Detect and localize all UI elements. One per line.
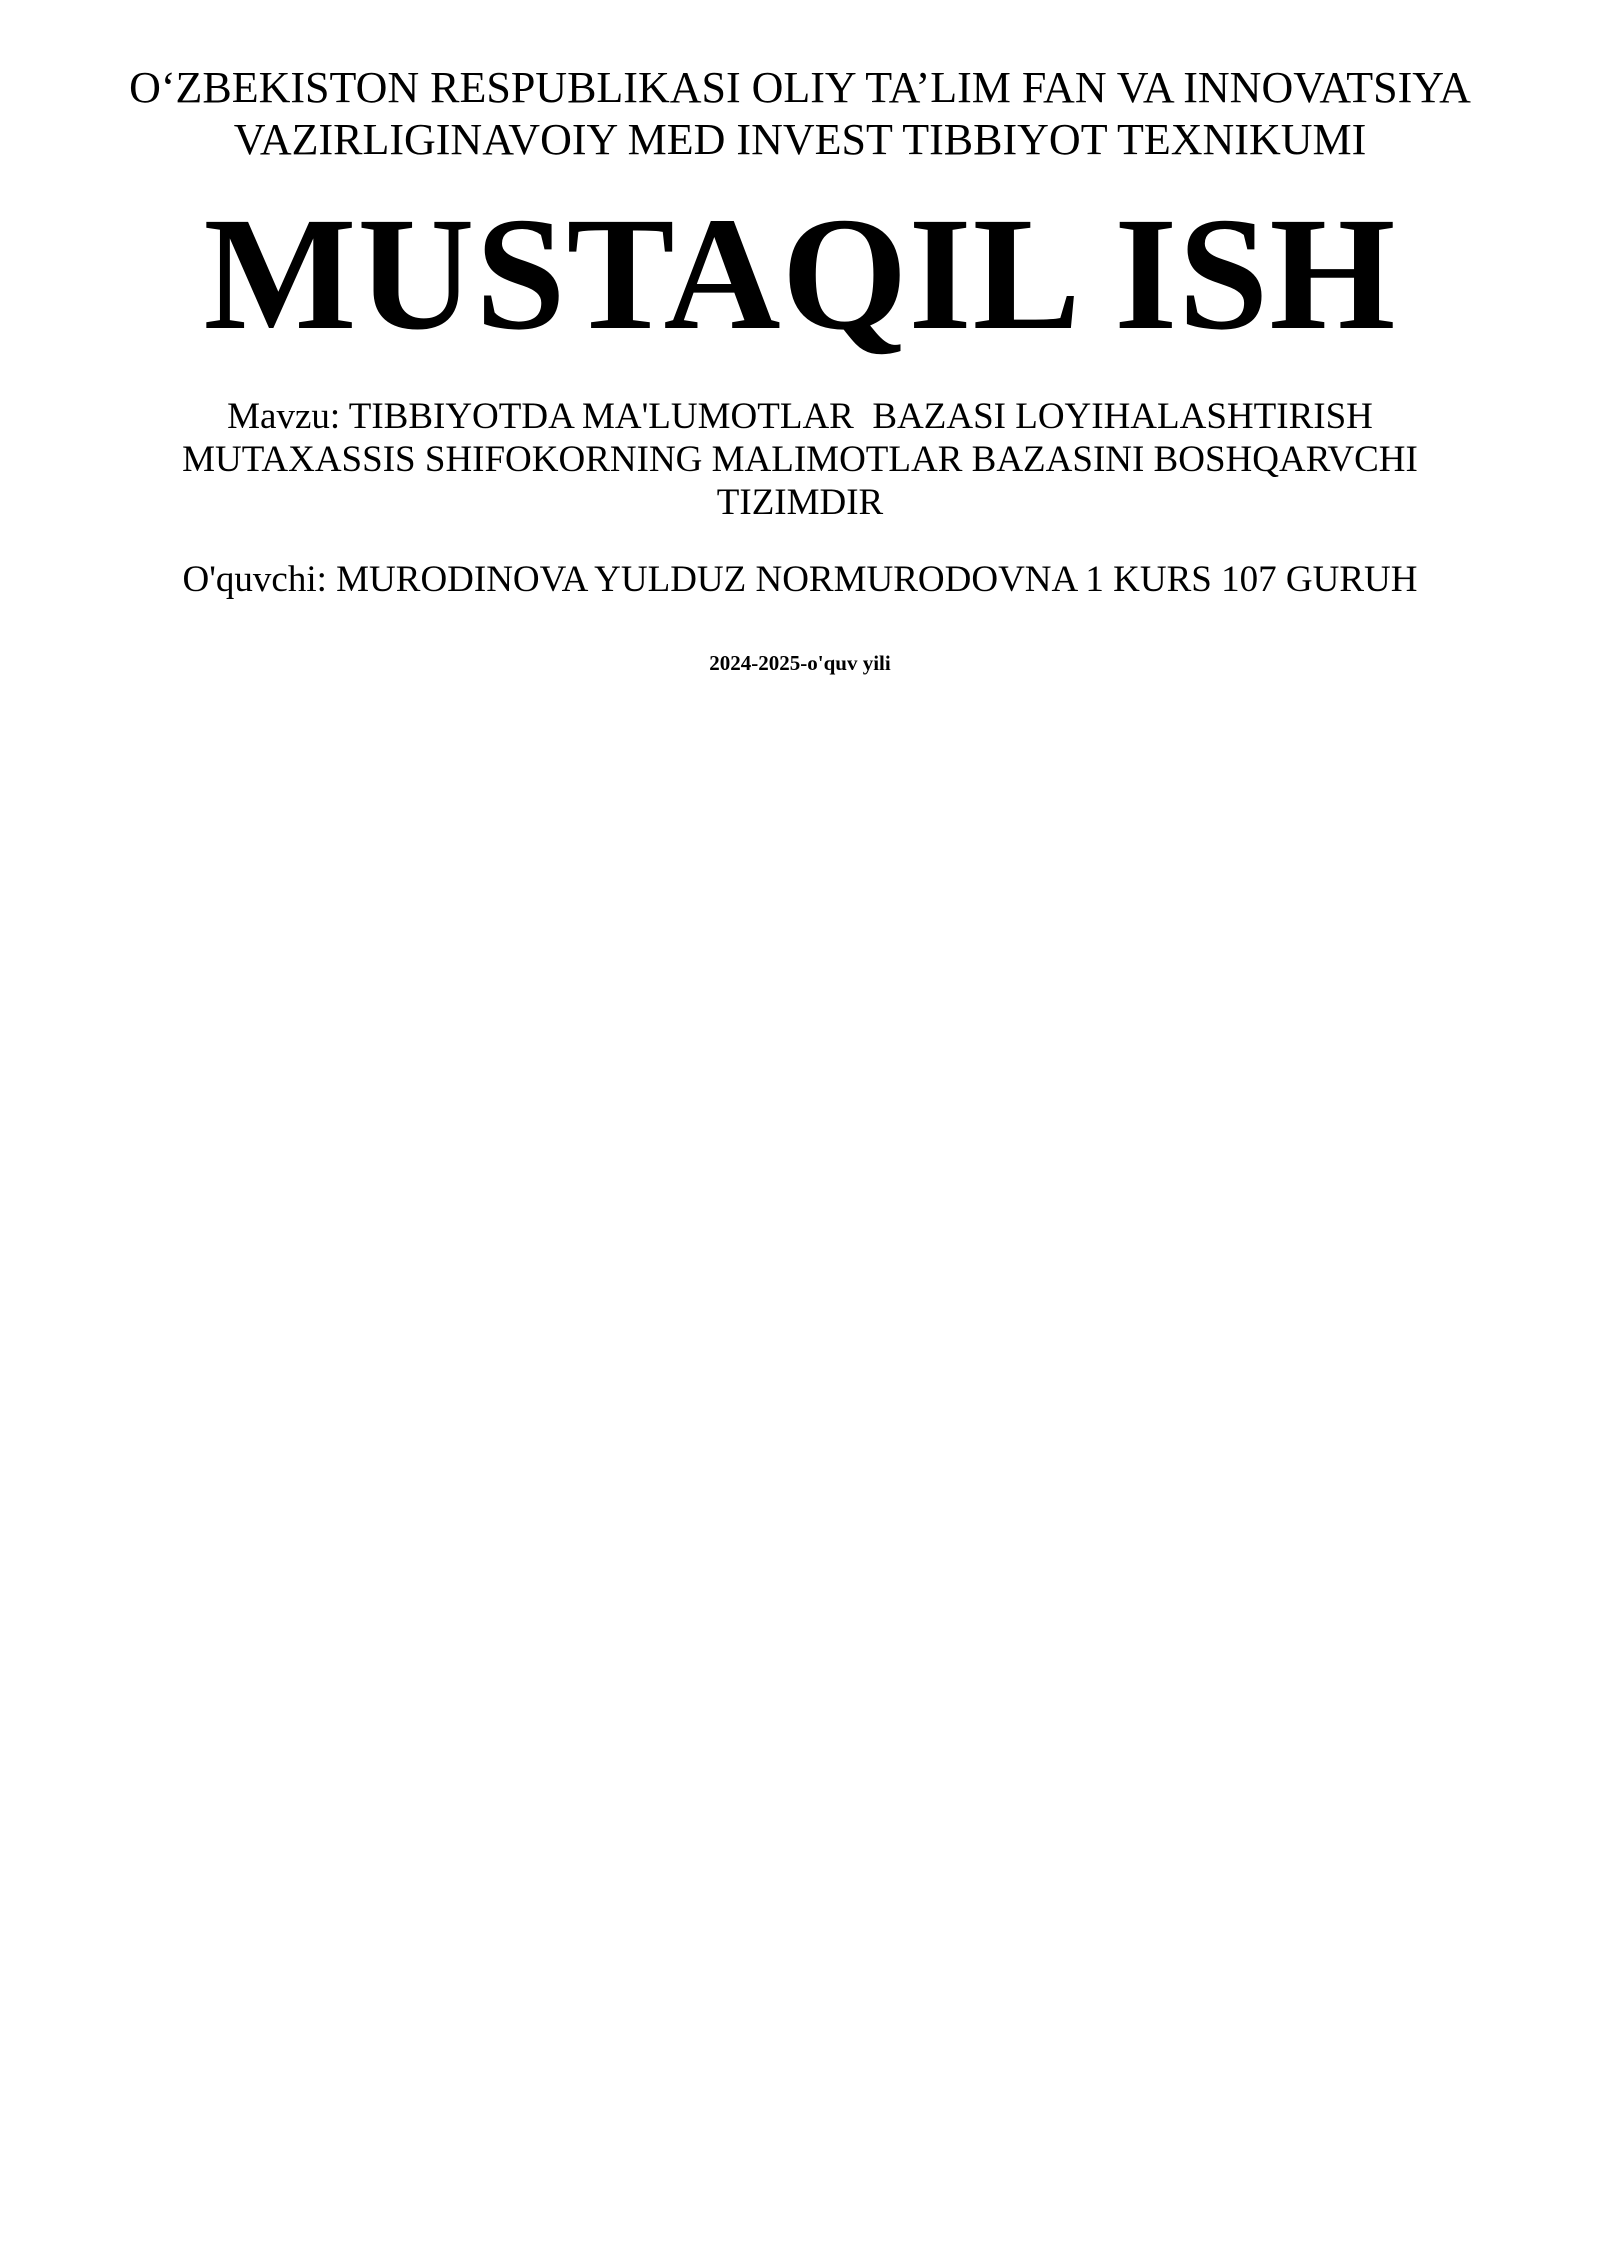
institution-header — [0, 62, 1600, 166]
topic-line-2: MUTAXASSIS SHIFOKORNING MALIMOTLAR BAZASINI BOSHQARVCHI — [182, 439, 1418, 480]
academic-year: 2024-2025-o'quv yili — [709, 651, 891, 675]
institution-line-2: VAZIRLIGINAVOIY MED INVEST TIBBIYOT TEXNIKUMI — [233, 115, 1367, 164]
student-info: O'quvchi: MURODINOVA YULDUZ NORMURODOVNA 1 KURS 107 GURUH — [182, 559, 1418, 600]
topic-section — [0, 395, 1600, 524]
topic-line-1: Mavzu: TIBBIYOTDA MA'LUMOTLAR BAZASI LOYIHALASHTIRISH — [227, 396, 1373, 437]
institution-line-1: O‘ZBEKISTON RESPUBLIKASI OLIY TA’LIM FAN VA INNOVATSIYA — [129, 63, 1471, 112]
document-title: MUSTAQIL ISH — [203, 185, 1397, 364]
topic-line-3: TIZIMDIR — [716, 482, 884, 523]
